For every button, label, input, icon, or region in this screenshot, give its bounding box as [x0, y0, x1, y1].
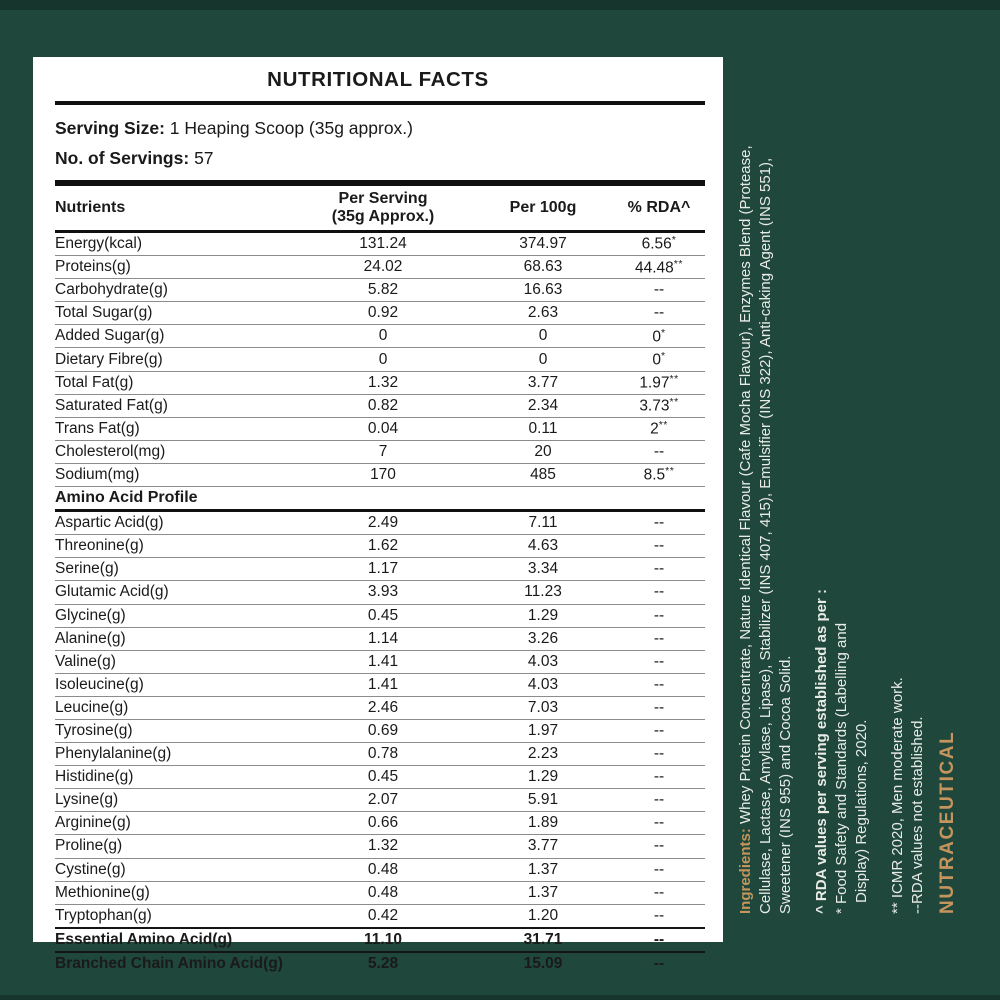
nutrient-value: --	[653, 304, 665, 322]
ingredients-line	[736, 69, 756, 914]
nutrient-value: 2.49	[367, 514, 399, 532]
table-row	[55, 765, 705, 788]
nutrient-name: Alanine(g)	[55, 629, 126, 647]
column-header-per-serving	[293, 190, 473, 226]
nutrient-name: Glutamic Acid(g)	[55, 583, 169, 601]
nutrient-value: 0.48	[367, 883, 399, 901]
nutrient-value: 31.71	[523, 930, 563, 948]
table-row	[55, 834, 705, 857]
nutrient-value: 374.97	[519, 235, 567, 253]
nutrient-name: Added Sugar(g)	[55, 327, 165, 345]
nutrient-name: Total Fat(g)	[55, 373, 134, 391]
nutrient-value: --	[653, 652, 665, 670]
rda-not-established-note: --RDA values not established.	[909, 716, 926, 914]
nutrient-value: --	[653, 768, 665, 786]
nutrient-name: Aspartic Acid(g)	[55, 514, 164, 532]
table-row	[55, 650, 705, 673]
table-row	[55, 788, 705, 811]
nutraceutical-brand-text: NUTRACEUTICAL	[937, 730, 958, 914]
nutrient-value: 15.09	[523, 954, 563, 972]
table-row	[55, 719, 705, 742]
table-row	[55, 278, 705, 301]
nutrient-name: Dietary Fibre(g)	[55, 350, 163, 368]
nutrient-name: Valine(g)	[55, 652, 116, 670]
nutrient-name: Branched Chain Amino Acid(g)	[55, 954, 283, 972]
nutrient-name: Leucine(g)	[55, 698, 129, 716]
nutrient-value: 1.37	[527, 860, 559, 878]
nutrient-value: 1.97**	[639, 372, 679, 392]
nutrient-name: Tryptophan(g)	[55, 906, 152, 924]
nutrient-value: 0.82	[367, 396, 399, 414]
nutrient-value: 0.04	[367, 419, 399, 437]
nutrient-value: 3.34	[527, 560, 559, 578]
nutrient-value: 3.77	[527, 373, 559, 391]
nutrient-value: 44.48**	[635, 257, 683, 276]
nutrient-value: --	[653, 583, 665, 601]
side-notes-rotated	[736, 69, 958, 914]
nutrient-value: 1.41	[367, 675, 399, 693]
serving-size-value: 1 Heaping Scoop (35g approx.)	[169, 118, 413, 138]
table-row	[55, 604, 705, 627]
nutrient-value: 2.63	[527, 304, 559, 322]
nutrient-value: 0.42	[367, 906, 399, 924]
nutrient-value: 0	[538, 350, 548, 368]
nutrient-value: 0.45	[367, 768, 399, 786]
table-row	[55, 927, 705, 951]
footnote-marker: **	[658, 419, 668, 432]
nutrient-value: --	[653, 930, 665, 948]
nutrient-value: 2.07	[367, 791, 399, 809]
nutrient-value: 0.45	[367, 606, 399, 624]
nutrient-value: --	[653, 698, 665, 716]
nutrient-name: Essential Amino Acid(g)	[55, 930, 233, 948]
nutrient-name: Cholesterol(mg)	[55, 442, 166, 460]
nutrient-name: Methionine(g)	[55, 883, 150, 901]
nutrient-name: Saturated Fat(g)	[55, 396, 168, 414]
servings-count-label: No. of Servings:	[55, 148, 190, 168]
serving-size-line	[55, 118, 705, 139]
serving-size-label: Serving Size:	[55, 118, 165, 138]
nutrient-value: 3.73**	[639, 396, 679, 415]
nutrient-name: Isoleucine(g)	[55, 675, 144, 693]
nutrient-name: Energy(kcal)	[55, 235, 142, 253]
ingredients-label: Ingredients:	[737, 828, 754, 914]
ingredients-text-3: Sweetener (INS 955) and Cocoa Solid.	[777, 655, 794, 914]
nutrient-value: 1.32	[367, 837, 399, 855]
nutrient-value: 3.93	[367, 583, 399, 601]
nutrient-value: --	[653, 837, 665, 855]
footnote-marker: **	[673, 257, 683, 270]
nutrient-value: 4.03	[527, 652, 559, 670]
nutrient-value: 1.37	[527, 883, 559, 901]
nutrient-value: 1.29	[527, 768, 559, 786]
nutrient-name: Serine(g)	[55, 560, 119, 578]
nutrient-value: 8.5**	[643, 465, 675, 484]
nutrient-name: Tyrosine(g)	[55, 722, 133, 740]
nutrient-value: 0.78	[367, 745, 399, 763]
table-row	[55, 463, 705, 486]
nutrient-value: 1.97	[527, 722, 559, 740]
nutrient-value: 1.17	[367, 560, 399, 578]
rda-note-1: * Food Safety and Standards (Labelling and	[833, 622, 850, 914]
nutrient-value: 5.28	[367, 954, 399, 972]
nutrient-value: 11.23	[524, 583, 562, 601]
per-serving-line1: Per Serving	[338, 190, 428, 207]
table-row	[55, 417, 705, 440]
nutrient-value: 20	[534, 442, 552, 460]
table-row	[55, 324, 705, 347]
table-row	[55, 301, 705, 324]
nutrient-value: --	[653, 675, 665, 693]
rda-note-2: Display) Regulations, 2020.	[853, 719, 870, 903]
nutrient-value: 1.29	[527, 606, 559, 624]
table-row	[55, 233, 705, 255]
nutrient-value: 0	[378, 327, 388, 345]
table-row	[55, 255, 705, 278]
nutrient-value: --	[653, 883, 665, 901]
servings-count-line	[55, 148, 705, 169]
nutrient-name: Threonine(g)	[55, 537, 144, 555]
nutrient-value: 131.24	[359, 235, 407, 253]
nutrient-value: 2**	[650, 419, 668, 438]
nutrient-value: --	[653, 791, 665, 809]
nutrient-value: 0.48	[367, 860, 399, 878]
footnote-marker: **	[669, 396, 679, 409]
nutrient-value: 7.11	[528, 514, 558, 532]
table-row	[55, 394, 705, 417]
nutrient-value: 2.23	[527, 745, 559, 763]
per-serving-line2: (35g Approx.)	[331, 208, 435, 225]
nutrient-name: Sodium(mg)	[55, 465, 140, 483]
nutrient-name: Arginine(g)	[55, 814, 131, 832]
icmr-note: ** ICMR 2020, Men moderate work.	[889, 677, 906, 914]
nutrient-value: 3.26	[527, 629, 559, 647]
nutrient-value: 0.92	[367, 304, 399, 322]
nutrient-name: Amino Acid Profile	[55, 489, 198, 507]
nutrient-value: 170	[370, 465, 396, 483]
table-row	[55, 881, 705, 904]
nutrient-value: --	[653, 537, 665, 555]
nutrient-value: --	[653, 906, 665, 924]
table-row	[55, 696, 705, 719]
nutrient-value: 1.89	[527, 814, 559, 832]
nutrient-value: --	[653, 954, 665, 972]
column-header-nutrients: Nutrients	[55, 199, 126, 216]
servings-count-value: 57	[194, 148, 214, 168]
footnote-marker: *	[661, 326, 666, 339]
ingredients-text-2: Cellulase, Lactase, Amylase, Lipase), Stabilizer (INS 407, 415), Emulsifier (INS 322), Anti-caking Agent (INS 551),	[757, 157, 774, 914]
nutrient-value: --	[653, 442, 665, 460]
nutrient-value: 485	[530, 465, 556, 483]
panel-title: NUTRITIONAL FACTS	[267, 68, 489, 91]
table-row	[55, 512, 705, 534]
footnote-marker: **	[669, 372, 679, 385]
column-header-rda: % RDA^	[627, 199, 691, 216]
table-row	[55, 440, 705, 463]
footnote-marker: **	[665, 465, 675, 478]
nutrient-value: 0.11	[528, 419, 558, 437]
nutrient-value: 11.10	[364, 930, 402, 948]
nutrient-value: 1.32	[367, 373, 399, 391]
nutrient-value: --	[653, 560, 665, 578]
nutrients-table	[55, 233, 705, 975]
nutrient-value: --	[653, 514, 665, 532]
nutrient-name: Lysine(g)	[55, 791, 119, 809]
table-row	[55, 371, 705, 394]
nutrient-value: 0	[378, 350, 388, 368]
nutrient-value: 1.14	[367, 629, 399, 647]
nutrient-name: Trans Fat(g)	[55, 419, 140, 437]
rda-heading: ^ RDA values per serving established as per :	[813, 589, 830, 914]
column-header-per-100g: Per 100g	[509, 199, 577, 216]
nutrient-value: --	[653, 606, 665, 624]
section-header-row	[55, 486, 705, 512]
table-row	[55, 557, 705, 580]
nutrient-value: 7	[378, 442, 388, 460]
table-row	[55, 673, 705, 696]
nutrient-value: 1.41	[367, 652, 399, 670]
nutrient-value: 24.02	[363, 258, 403, 276]
nutrient-value: 2.46	[367, 698, 399, 716]
nutrition-facts-panel	[33, 57, 723, 972]
table-row	[55, 534, 705, 557]
nutrient-value: --	[653, 814, 665, 832]
nutrient-name: Proteins(g)	[55, 258, 131, 276]
nutrient-value: 5.82	[367, 281, 399, 299]
nutrient-value: 16.63	[523, 281, 563, 299]
nutrient-value: 0*	[652, 349, 666, 369]
footnote-marker: *	[661, 349, 666, 362]
nutrient-name: Carbohydrate(g)	[55, 281, 168, 299]
nutrient-value: --	[653, 722, 665, 740]
nutrient-value: 0*	[652, 326, 666, 346]
nutrient-value: 7.03	[527, 698, 559, 716]
table-row	[55, 742, 705, 765]
packaging-edge-top	[0, 0, 1000, 10]
nutrient-value: 68.63	[523, 258, 563, 276]
nutrient-name: Total Sugar(g)	[55, 304, 153, 322]
nutrient-value: 0	[538, 327, 548, 345]
nutrient-value: 1.62	[367, 537, 399, 555]
table-row	[55, 951, 705, 975]
table-row	[55, 811, 705, 834]
nutrient-name: Glycine(g)	[55, 606, 126, 624]
nutrient-value: 6.56*	[641, 234, 677, 253]
nutrient-value: 0.66	[367, 814, 399, 832]
nutrient-value: --	[653, 745, 665, 763]
table-row	[55, 904, 705, 927]
nutrient-value: --	[653, 629, 665, 647]
table-header-row	[55, 186, 705, 233]
table-row	[55, 627, 705, 650]
packaging-edge-bottom	[0, 995, 1000, 1000]
table-row	[55, 580, 705, 603]
nutrient-name: Histidine(g)	[55, 768, 134, 786]
nutrient-value: 5.91	[527, 791, 559, 809]
nutrient-value: 4.03	[527, 675, 559, 693]
nutrient-value: 4.63	[527, 537, 559, 555]
table-row	[55, 858, 705, 881]
nutrient-name: Phenylalanine(g)	[55, 745, 172, 763]
nutrient-value: 0.69	[367, 722, 399, 740]
nutrient-value: 1.20	[527, 906, 559, 924]
nutrient-value: --	[653, 860, 665, 878]
nutrient-name: Proline(g)	[55, 837, 123, 855]
nutrient-name: Cystine(g)	[55, 860, 126, 878]
table-row	[55, 347, 705, 370]
footnote-marker: *	[671, 234, 677, 247]
title-divider	[55, 101, 705, 105]
nutrient-value: 2.34	[527, 396, 559, 414]
ingredients-text-1: Whey Protein Concentrate, Nature Identical Flavour (Cafe Mocha Flavour), Enzymes Blend (Protease,	[737, 145, 754, 824]
nutrient-value: --	[653, 281, 665, 299]
nutrient-value: 3.77	[527, 837, 559, 855]
